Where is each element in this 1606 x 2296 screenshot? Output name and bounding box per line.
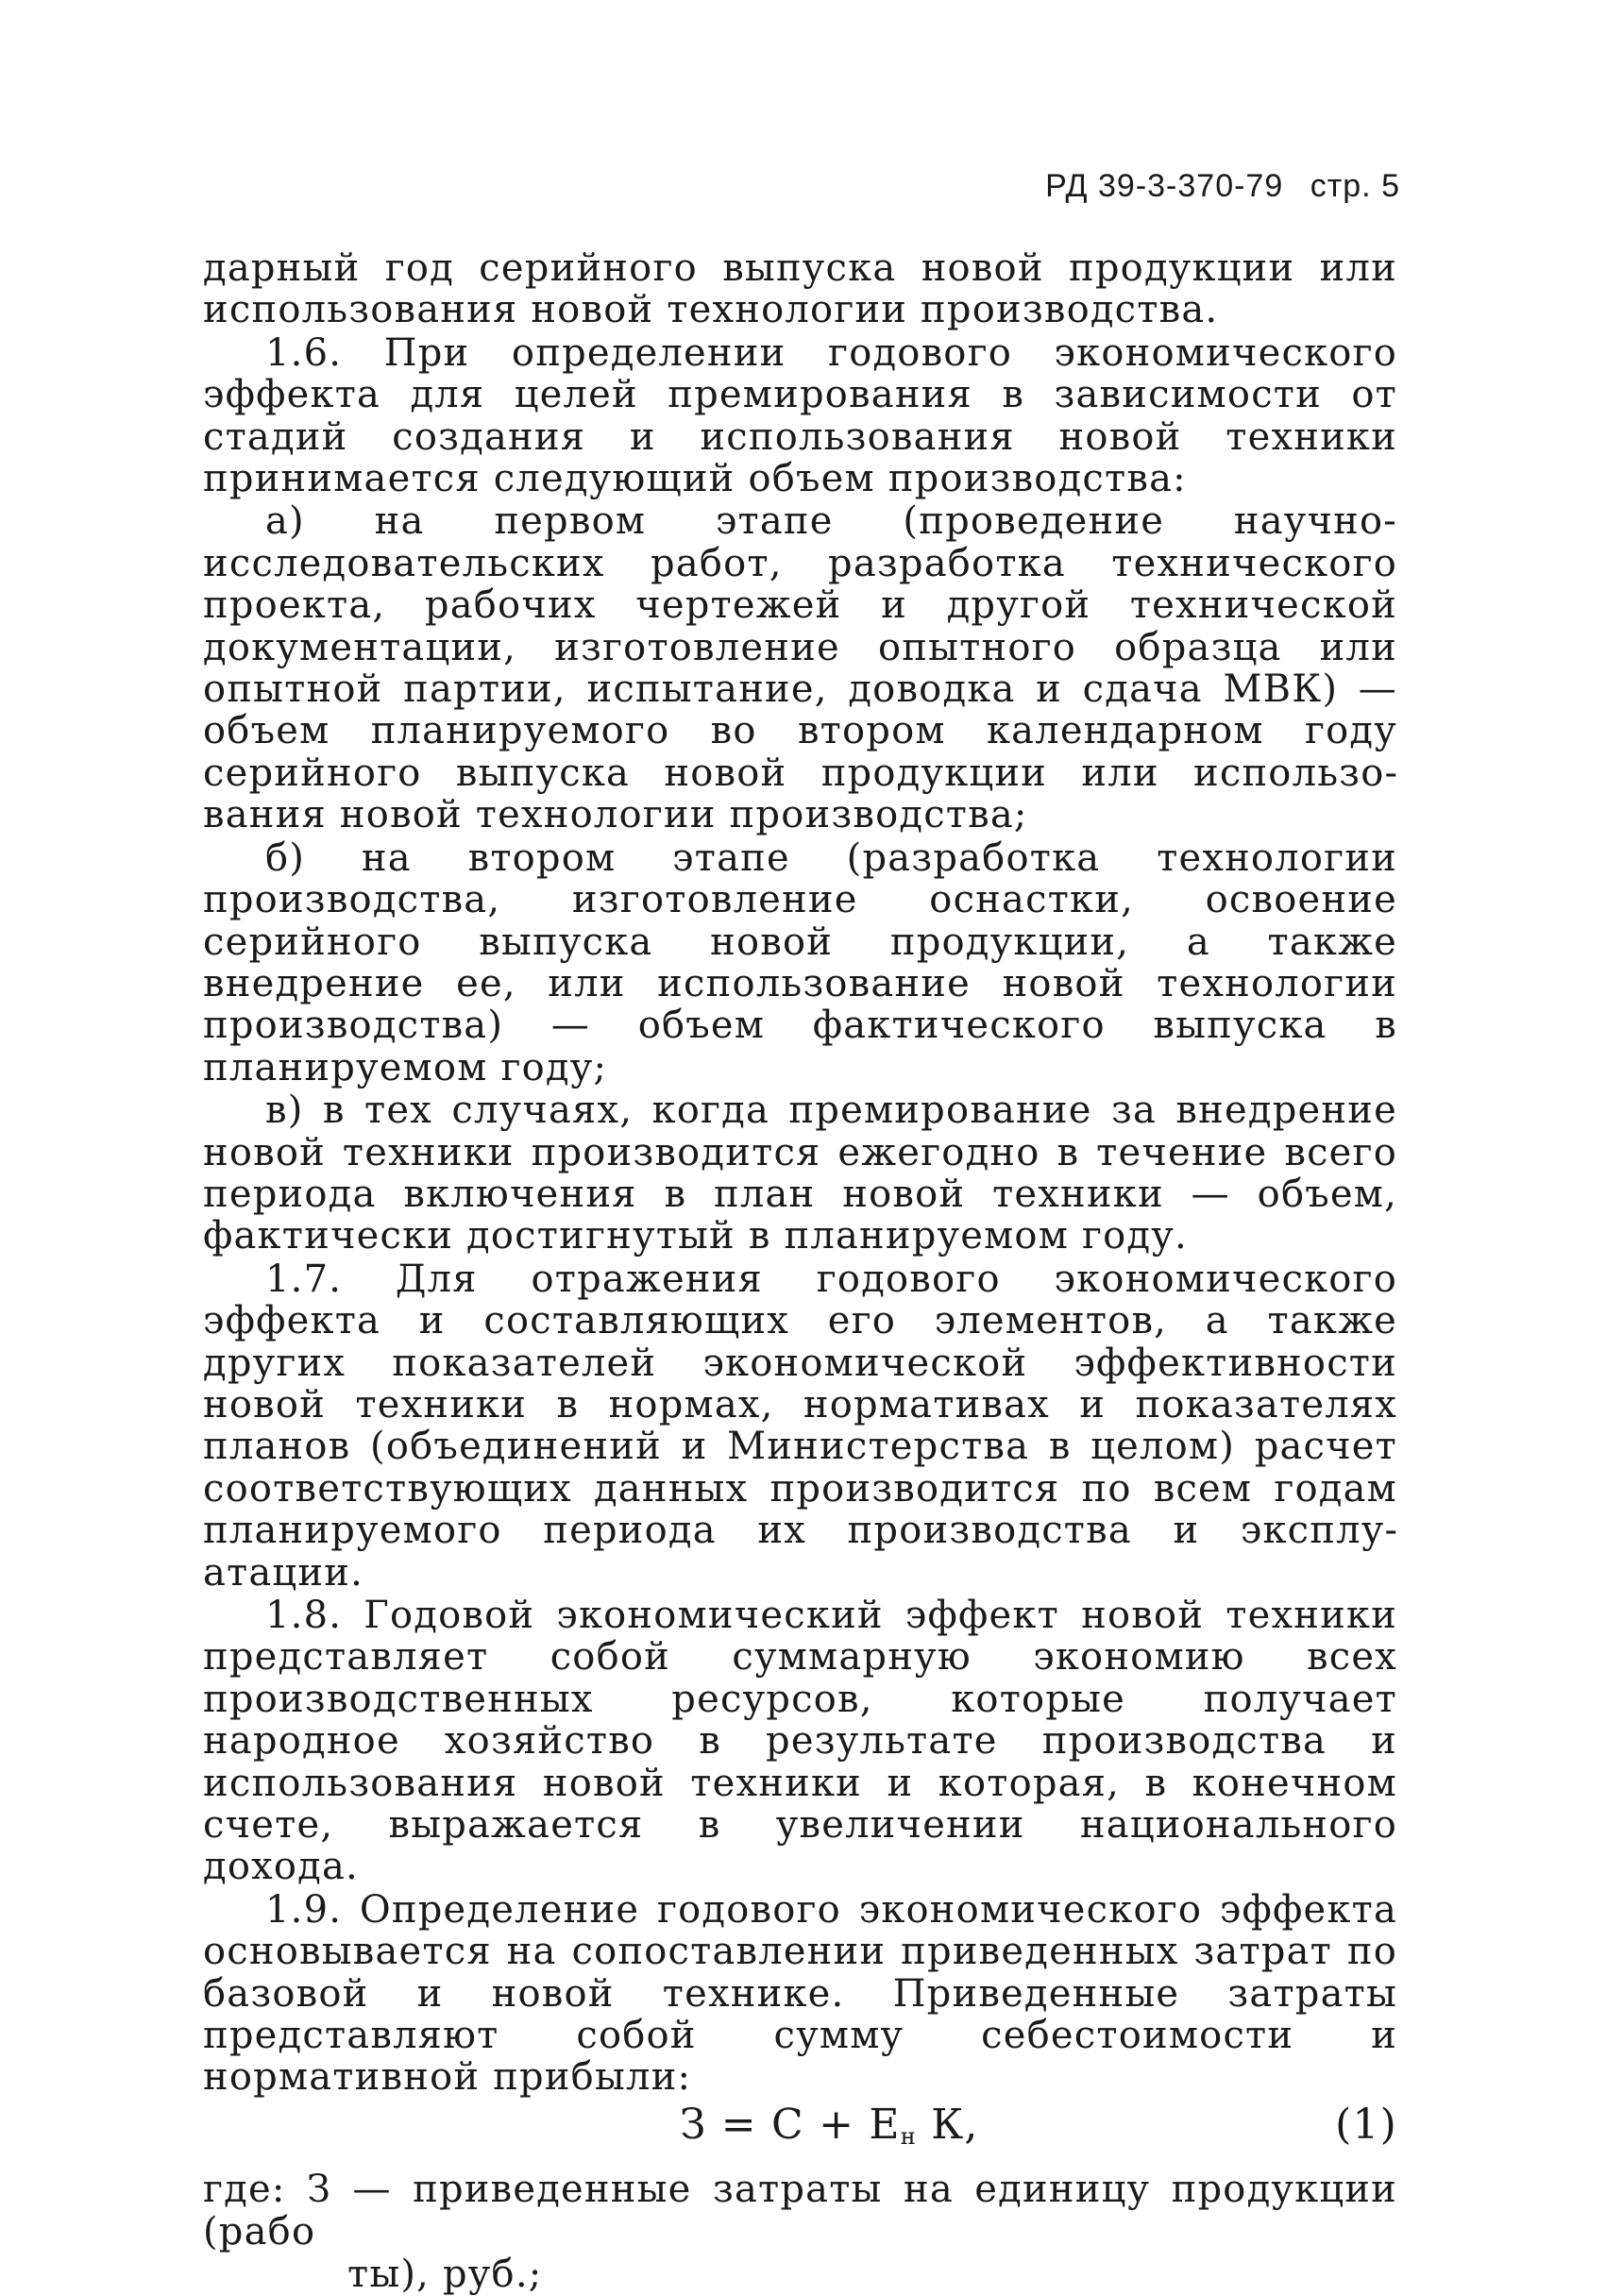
paragraph-1-6: 1.6. При определении годового экономического эффекта для целей премирования в зависимости от стадий создания и использования новой техники принимается следующий объем производства: xyxy=(203,330,1397,501)
formula-rhs: К, xyxy=(916,2100,979,2149)
formula-subscript: н xyxy=(900,2122,917,2150)
formula-line xyxy=(203,2100,1397,2161)
paragraph-1-9: 1.9. Определение годового экономического эффекта основывается на сопоставлении приведенных затрат по базовой и новой технике. Приведенные затраты представляют собой сумму себестоимости и нормативной прибыли: xyxy=(203,1887,1397,2100)
where-label: где: xyxy=(203,2167,286,2211)
where-line-1 xyxy=(203,2169,1397,2254)
formula xyxy=(680,2100,979,2157)
paragraph-1-6-a: а) на первом этапе (проведение научно-исследовательских работ, разработка технического проекта, рабочих чертежей и другой технической документации, изготовление опытного образца или опытной партии, испытание, доводка и сдача МВК) — объем планируемого во втором календарном году серийного выпуска новой продукции или использования новой технологии производства; xyxy=(203,499,1397,837)
document-code: РД 39-3-370-79 xyxy=(1045,168,1284,204)
where-line-2: ты), руб.; xyxy=(347,2252,543,2296)
where-definition: З — приведенные затраты на единицу продукции (рабо xyxy=(203,2167,1397,2254)
paragraph-continuation: дарный год серийного выпуска новой продукции или использования новой технологии производства. xyxy=(203,246,1397,332)
paragraph-1-6-v: в) в тех случаях, когда премирование за внедрение новой техники производится ежегодно в течение всего периода включения в план новой техники — объем, фактически достигнутый в планируемом году. xyxy=(203,1089,1397,1258)
document-body xyxy=(203,247,1397,2296)
page-header xyxy=(1045,168,1400,205)
formula-lhs: З = С + Е xyxy=(680,2100,901,2149)
page-number: стр. 5 xyxy=(1310,168,1400,204)
paragraph-1-7: 1.7. Для отражения годового экономического эффекта и составляющих его элементов, а также других показателей экономической эффективности новой техники в нормах, нормативах и показателях планов (объединений и Министерства в целом) расчет соответствующих данных производится по всем годам планируемого периода их производства и эксплуатации. xyxy=(203,1257,1397,1595)
formula-number: (1) xyxy=(1335,2100,1397,2149)
paragraph-1-6-b: б) на втором этапе (разработка технологии производства, изготовление оснастки, освоение серийного выпуска новой продукции, а также внедрение ее, или использование новой технологии производства) — объем фактического выпуска в планируемом году; xyxy=(203,836,1397,1089)
where-block xyxy=(203,2169,1397,2296)
paragraph-1-8: 1.8. Годовой экономический эффект новой техники представляет собой суммарную экономию всех производственных ресурсов, которые получает народное хозяйство в результате производства и использования новой техники и которая, в конечном счете, выражается в увеличении национального дохода. xyxy=(203,1594,1397,1889)
